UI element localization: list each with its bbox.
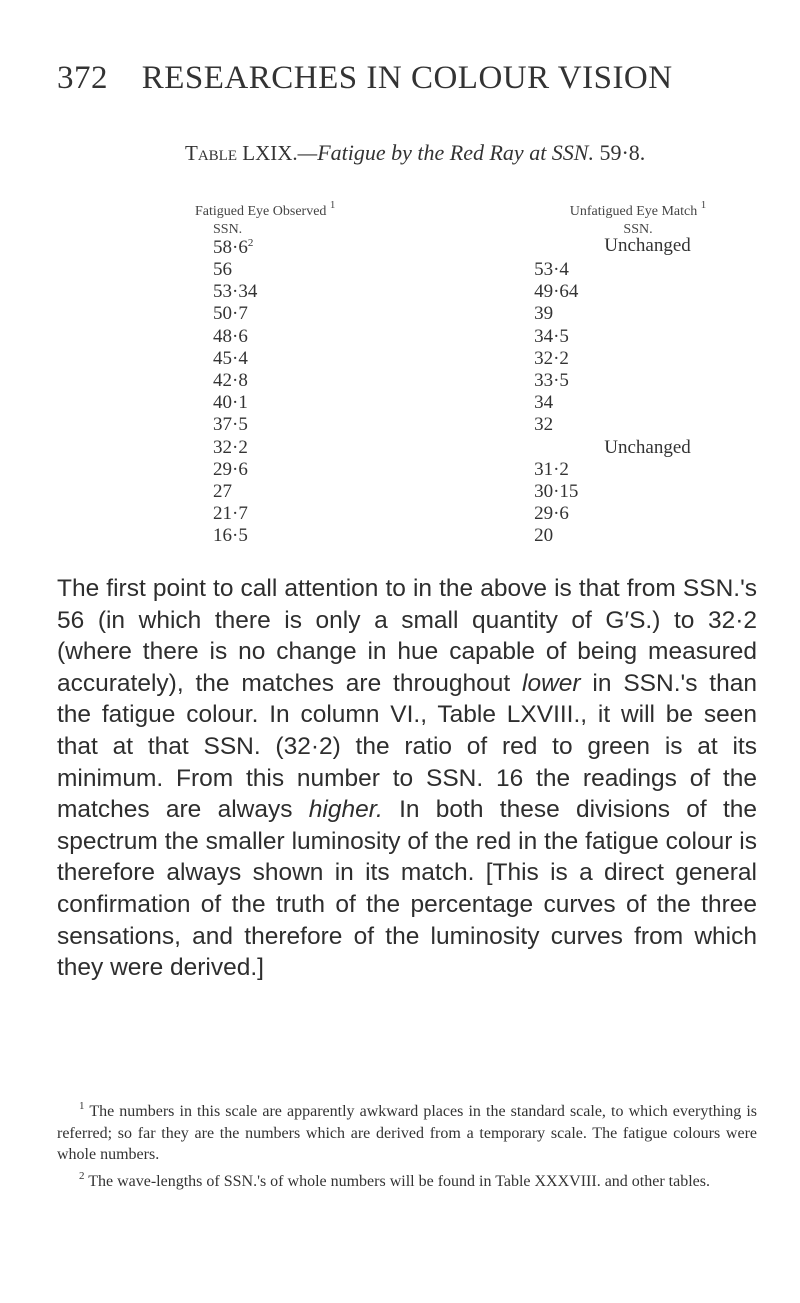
cell-observed <box>213 503 392 525</box>
table-row <box>213 481 773 503</box>
cell-observed-value: 50·7 <box>213 303 248 325</box>
cell-observed-value: 40·1 <box>213 392 248 414</box>
table-row <box>213 281 773 303</box>
cell-observed <box>213 281 392 303</box>
table-row <box>213 259 773 281</box>
emphasis-lower: lower <box>522 669 581 697</box>
cell-match-value: 20 <box>534 525 554 547</box>
table-row <box>213 392 773 414</box>
cell-observed-value: 16·5 <box>213 525 248 547</box>
page-header <box>57 60 757 97</box>
cell-match <box>392 348 773 370</box>
cell-match-value: 33·5 <box>534 370 569 392</box>
cell-match <box>392 326 773 348</box>
table-row <box>213 326 773 348</box>
body-paragraph <box>57 573 757 984</box>
cell-observed <box>213 303 392 325</box>
cell-observed <box>213 370 392 392</box>
cell-match <box>392 281 773 303</box>
table-row <box>213 232 773 259</box>
table-row <box>213 370 773 392</box>
cell-observed <box>213 326 392 348</box>
cell-match-value: 34 <box>534 392 554 414</box>
cell-match <box>392 392 773 414</box>
cell-match-value: 39 <box>534 303 554 325</box>
footnotes <box>57 1096 757 1192</box>
table-row <box>213 525 773 547</box>
cell-match <box>392 370 773 392</box>
cell-match <box>392 259 773 281</box>
cell-match-value: 29·6 <box>534 503 569 525</box>
body-text-1: The first point to call attention to in the above is that from SSN.'s 56 (in which there is only a small quantity of G′S.) to 32·2 (where there is no change in hue capable of being measured accurately), the matches are throughout <box>57 575 757 697</box>
cell-observed-value: 45·4 <box>213 347 248 369</box>
cell-match-value: 53·4 <box>534 259 569 281</box>
cell-observed-value: 21·7 <box>213 503 248 525</box>
cell-observed-value: 37·5 <box>213 414 248 436</box>
footnote-1 <box>57 1096 757 1166</box>
table-caption-value: 59·8. <box>593 140 646 165</box>
cell-observed <box>213 392 392 414</box>
cell-observed <box>213 481 392 503</box>
cell-observed-value: 29·6 <box>213 458 248 480</box>
cell-match <box>392 414 773 436</box>
body-text-3: In both these divisions of the spectrum the smaller luminosity of the red in the fatigue colour is therefore always shown in its match. [This is a direct general confirmation of the truth of the percentage curves of the three sensations, and therefore of the luminosity curves from which they were derived.] <box>57 796 758 982</box>
cell-observed <box>213 232 392 259</box>
cell-match-value: Unchanged <box>604 436 691 458</box>
table-row <box>213 503 773 525</box>
cell-observed-value: 53·34 <box>213 281 258 303</box>
column-header-observed-unit: SSN. <box>213 222 243 237</box>
cell-match <box>392 232 773 259</box>
table-title: —Fatigue by the Red Ray at SSN. <box>297 140 594 165</box>
footnote-ref: 1 <box>329 199 336 211</box>
cell-observed <box>213 459 392 481</box>
cell-match <box>392 525 773 547</box>
cell-match <box>392 303 773 325</box>
cell-match-value: 32 <box>534 414 554 436</box>
cell-observed-value: 27 <box>213 480 232 502</box>
column-header-match-label: Unfatigued Eye Match <box>569 204 698 219</box>
page-number: 372 <box>57 60 108 96</box>
footnote-ref: 2 <box>247 237 254 249</box>
cell-observed-value: 32·2 <box>213 436 248 458</box>
cell-match-value: 31·2 <box>534 458 569 480</box>
cell-match-value: 49·64 <box>534 281 579 303</box>
body-text-2: in SSN.'s than the fatigue colour. In column VI., Table LXVIII., it will be seen that at that SSN. (32·2) the ratio of red to green is at its minimum. From this number to SSN. 16 the readings of the matches are always <box>57 669 757 824</box>
cell-observed-value: 48·6 <box>213 325 248 347</box>
cell-observed-value: 42·8 <box>213 370 248 392</box>
table-row <box>213 437 773 459</box>
cell-match <box>392 459 773 481</box>
table-row <box>213 414 773 436</box>
table-row <box>213 348 773 370</box>
footnote-2 <box>57 1166 757 1193</box>
table-label: Table LXIX. <box>185 141 298 165</box>
running-title: RESEARCHES IN COLOUR VISION <box>141 60 673 96</box>
cell-match <box>392 481 773 503</box>
cell-match-value: 34·5 <box>534 325 569 347</box>
cell-observed <box>213 525 392 547</box>
cell-match-value: 30·15 <box>534 480 579 502</box>
cell-observed <box>213 414 392 436</box>
column-header-observed-label: Fatigued Eye Observed <box>195 204 327 219</box>
footnote-2-mark: 2 <box>79 1169 85 1182</box>
emphasis-higher: higher. <box>308 796 383 824</box>
footnote-1-mark: 1 <box>79 1100 85 1112</box>
table-row <box>213 459 773 481</box>
footnote-2-text: The wave-lengths of SSN.'s of whole numbers will be found in Table XXXVIII. and other tables. <box>84 1172 710 1190</box>
column-header-match-unit: SSN. <box>623 222 653 237</box>
cell-match-value: 32·2 <box>534 347 569 369</box>
cell-match-value: Unchanged <box>604 234 691 256</box>
cell-observed <box>213 259 392 281</box>
cell-observed <box>213 437 392 459</box>
cell-match <box>392 503 773 525</box>
table-row <box>213 303 773 325</box>
cell-observed-value: 56 <box>213 259 232 281</box>
cell-match <box>392 437 773 459</box>
footnote-ref: 1 <box>700 199 707 211</box>
cell-observed-value: 58·6 <box>213 237 248 258</box>
footnote-1-text: The numbers in this scale are apparently awkward places in the standard scale, to which everything is referred; so far they are the numbers which are derived from a temporary scale. The fatigue colours were whole numbers. <box>57 1103 757 1163</box>
table-caption <box>185 140 645 166</box>
cell-observed <box>213 348 392 370</box>
data-table <box>213 232 773 547</box>
